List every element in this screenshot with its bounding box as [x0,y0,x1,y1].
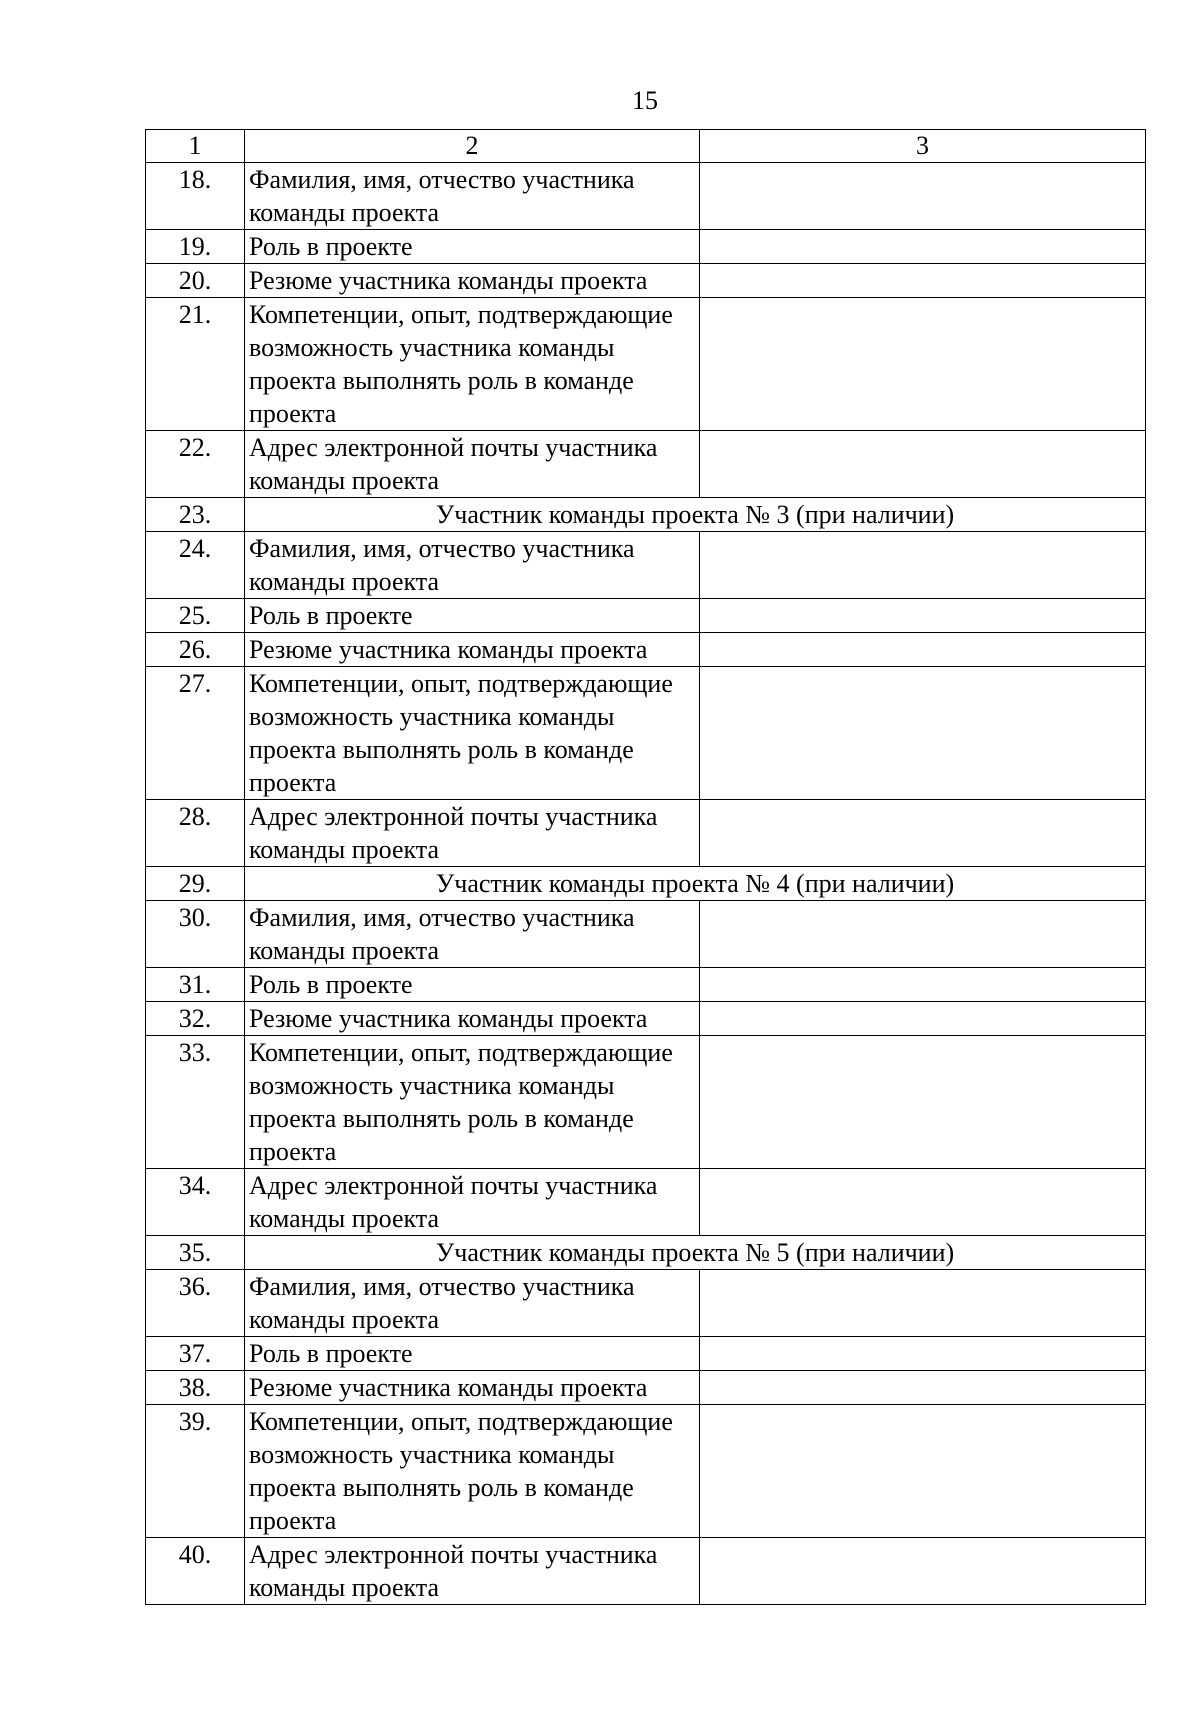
field-label: Адрес электронной почты участника команды проекта [245,800,700,867]
table-body [146,163,1146,1605]
field-label: Фамилия, имя, отчество участника команды проекта [245,163,700,230]
section-row [146,867,1146,901]
field-label: Компетенции, опыт, подтверждающие возможность участника команды проекта выполнять роль в команде проекта [245,1036,700,1169]
field-label: Резюме участника команды проекта [245,1371,700,1405]
section-row [146,1236,1146,1270]
row-number: 36. [146,1270,245,1337]
table-row [146,1337,1146,1371]
page-number: 15 [632,86,658,115]
row-number: 31. [146,968,245,1002]
field-value[interactable] [700,968,1146,1002]
table-row [146,599,1146,633]
field-label: Роль в проекте [245,599,700,633]
table-row [146,901,1146,968]
row-number: 25. [146,599,245,633]
header-col-2: 2 [245,130,700,163]
field-label: Адрес электронной почты участника команды проекта [245,1169,700,1236]
field-value[interactable] [700,800,1146,867]
field-label: Роль в проекте [245,1337,700,1371]
field-value[interactable] [700,1036,1146,1169]
field-value[interactable] [700,599,1146,633]
table-row [146,1538,1146,1605]
field-value[interactable] [700,298,1146,431]
row-number: 34. [146,1169,245,1236]
row-number: 32. [146,1002,245,1036]
field-value[interactable] [700,1270,1146,1337]
row-number: 28. [146,800,245,867]
row-number: 20. [146,264,245,298]
row-number: 27. [146,667,245,800]
field-label: Резюме участника команды проекта [245,264,700,298]
table-row [146,1371,1146,1405]
field-value[interactable] [700,633,1146,667]
row-number: 18. [146,163,245,230]
row-number: 33. [146,1036,245,1169]
field-label: Компетенции, опыт, подтверждающие возможность участника команды проекта выполнять роль в команде проекта [245,667,700,800]
row-number: 40. [146,1538,245,1605]
field-label: Фамилия, имя, отчество участника команды проекта [245,901,700,968]
field-label: Роль в проекте [245,968,700,1002]
table-row [146,968,1146,1002]
header-row [146,130,1146,163]
field-value[interactable] [700,264,1146,298]
row-number: 26. [146,633,245,667]
row-number: 37. [146,1337,245,1371]
field-label: Компетенции, опыт, подтверждающие возможность участника команды проекта выполнять роль в команде проекта [245,1405,700,1538]
field-label: Роль в проекте [245,230,700,264]
row-number: 35. [146,1236,245,1270]
field-value[interactable] [700,1169,1146,1236]
row-number: 30. [146,901,245,968]
field-value[interactable] [700,1337,1146,1371]
header-col-1: 1 [146,130,245,163]
field-value[interactable] [700,1538,1146,1605]
section-title: Участник команды проекта № 5 (при наличии) [245,1236,1146,1270]
field-value[interactable] [700,1371,1146,1405]
row-number: 22. [146,431,245,498]
field-value[interactable] [700,163,1146,230]
field-value[interactable] [700,532,1146,599]
field-label: Адрес электронной почты участника команды проекта [245,1538,700,1605]
row-number: 23. [146,498,245,532]
field-label: Адрес электронной почты участника команды проекта [245,431,700,498]
field-value[interactable] [700,230,1146,264]
table-row [146,298,1146,431]
header-col-3: 3 [700,130,1146,163]
team-members-table [145,129,1146,1605]
section-title: Участник команды проекта № 3 (при наличии) [245,498,1146,532]
table-row [146,1270,1146,1337]
table-row [146,667,1146,800]
table-row [146,264,1146,298]
field-label: Компетенции, опыт, подтверждающие возможность участника команды проекта выполнять роль в команде проекта [245,298,700,431]
table-row [146,633,1146,667]
table-row [146,230,1146,264]
table-row [146,163,1146,230]
row-number: 21. [146,298,245,431]
row-number: 29. [146,867,245,901]
table-row [146,800,1146,867]
table-row [146,1405,1146,1538]
field-value[interactable] [700,667,1146,800]
field-label: Фамилия, имя, отчество участника команды проекта [245,1270,700,1337]
table-row [146,1169,1146,1236]
row-number: 24. [146,532,245,599]
field-value[interactable] [700,1405,1146,1538]
row-number: 38. [146,1371,245,1405]
field-value[interactable] [700,901,1146,968]
row-number: 39. [146,1405,245,1538]
field-label: Фамилия, имя, отчество участника команды проекта [245,532,700,599]
section-row [146,498,1146,532]
section-title: Участник команды проекта № 4 (при наличии) [245,867,1146,901]
field-label: Резюме участника команды проекта [245,1002,700,1036]
table-row [146,1036,1146,1169]
table-row [146,532,1146,599]
table-row [146,1002,1146,1036]
field-value[interactable] [700,431,1146,498]
row-number: 19. [146,230,245,264]
table-row [146,431,1146,498]
field-value[interactable] [700,1002,1146,1036]
field-label: Резюме участника команды проекта [245,633,700,667]
